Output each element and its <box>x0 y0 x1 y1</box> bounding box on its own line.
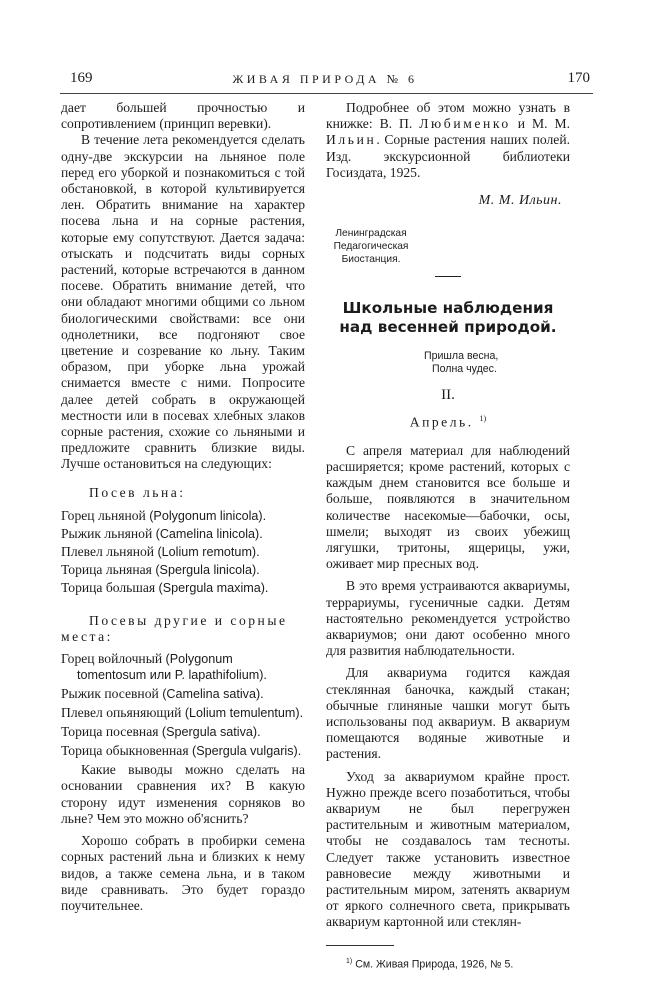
species-ru: Горец войлочный <box>61 651 163 667</box>
list-item <box>61 705 305 721</box>
paragraph: Для аквариума годится каждая стеклянная баночка, каждый стакан; обычные глиняные чашки могут быть использованы под аквариум. В аквариум помещаются водяные животные и растения. <box>326 665 570 762</box>
list-item <box>61 651 305 683</box>
species-list-other <box>61 651 305 759</box>
species-latin: (Polygonum linicola). <box>149 508 267 523</box>
species-latin: (Camelina sativa). <box>162 687 264 702</box>
species-ru: Торица посевная <box>61 724 159 740</box>
species-latin: (Spergula vulgaris). <box>192 744 302 759</box>
page-number-left: 169 <box>70 70 93 86</box>
species-ru: Торица льняная <box>61 561 152 577</box>
list-item <box>61 724 305 740</box>
list-item <box>61 543 305 561</box>
list-item <box>61 561 305 579</box>
list-title-other-crops: Посевы другие и сорные места: <box>61 612 288 645</box>
species-latin: (Camelina linicola). <box>155 526 263 541</box>
affiliation-line: Ленинградская <box>335 228 407 240</box>
article-title: Школьные наблюдения над весенней природой. <box>339 299 557 337</box>
species-ru: Горец льняной <box>61 507 146 523</box>
list-item <box>61 507 305 525</box>
species-latin: (Lolium temulentum). <box>184 706 304 721</box>
section-number: II. <box>441 386 455 403</box>
affiliation <box>326 227 416 266</box>
list-item <box>61 743 305 759</box>
species-latin: (Spergula maxima). <box>158 580 269 595</box>
footnote <box>326 954 570 973</box>
reference-text: и М. М. <box>510 116 570 132</box>
species-ru: Плевел опьяняющий <box>61 705 182 721</box>
paragraph: В течение лета рекомендуется сделать одну-две экскурсии на льняное поле перед его уборкой и познакомиться с той обстановкой, в которой культивируется лен. Обратить внимание на характер посева льна и на сорные растения, которые ему сопутствуют. Дается задача: отыскать и подсчитать виды сорных растений, которые встречаются в данном посеве. Обратить внимание детей, что они обладают многими общими со льном биологическими свойствами: все они однолетники, все подгоняют свое цветение и созревание ко льну. Таким образом, при уборке льна урожай снимается вместе с ними. Попросите далее детей собрать в окружающей местности или в посевах хлебных злаков сорные растения, схожие со льняными и предложите сравнить близкие виды. Лучше остановиться на следующих: <box>61 132 305 472</box>
footnote-mark: 1) <box>346 957 353 965</box>
species-list-flax <box>61 507 305 597</box>
reference-paragraph <box>326 100 570 181</box>
species-ru: Рыжик льняной <box>61 525 153 541</box>
list-item <box>61 579 305 597</box>
journal-title: ЖИВАЯ ПРИРОДА № 6 <box>232 72 418 86</box>
reference-author: Ильин <box>326 132 377 148</box>
list-item <box>61 525 305 543</box>
reference-text: Подробнее об этом можно узнать в книжке: В. П. <box>326 100 570 132</box>
paragraph: Уход за аквариумом крайне прост. Нужно прежде всего позаботиться, чтобы аквариум не был перегружен растительным и животным материалом, чтобы не создавалось там тесноты. Следует также установить известное равновесие между животными и растительным миром, затенять аквариум от яркого солнечного света, прикрывать аквариум картонной или стеклян- <box>326 768 570 930</box>
left-column <box>61 100 305 914</box>
reference-author: Любименко <box>419 116 511 132</box>
species-latin: (Lolium remotum). <box>157 544 260 559</box>
right-column <box>326 100 570 972</box>
footnote-rule <box>326 945 394 946</box>
reference-text: . Сорные растения наших полей. Изд. экскурсионной библиотеки Госиздата, 1925. <box>326 132 570 180</box>
paragraph: дает большей прочностью и сопротивлением (принцип веревки). <box>61 100 305 132</box>
list-item <box>61 686 305 702</box>
page-number-right: 170 <box>567 70 590 86</box>
affiliation-line: Педагогическая <box>333 241 409 253</box>
running-header <box>60 70 590 92</box>
species-ru: Рыжик посевной <box>61 686 159 702</box>
paragraph: Какие выводы можно сделать на основании сравнения их? В какую сторону идут изменения сорняков во льне? Чем это можно об'яснить? <box>61 762 305 826</box>
footnote-text: См. Живая Природа, 1926, № 5. <box>355 958 514 971</box>
species-ru: Торица большая <box>61 579 156 595</box>
month-heading <box>326 411 570 431</box>
author-signature: М. М. Ильин. <box>478 193 562 209</box>
epigraph-line: Полна чудес. <box>432 362 497 375</box>
species-ru: Торица обыкновенная <box>61 743 189 759</box>
epigraph <box>326 350 570 376</box>
species-latin: (Spergula sativa). <box>161 725 261 740</box>
footnote-ref: 1) <box>479 414 487 424</box>
paragraph: С апреля материал для наблюдений расширяется; кроме растений, которых с каждым днем становится все больше и больше, появляются в значительном количестве насекомые—бабочки, осы, шмели; выходят из своих убежищ лягушки, тритоны, ящерицы, ужи, оживает мир пресных вод. <box>326 442 570 572</box>
species-latin: (Polygonum tomentosum или P. lapathifolium). <box>77 652 267 683</box>
affiliation-line: Биостанция. <box>341 254 401 266</box>
epigraph-line: Пришла весна, <box>424 349 499 362</box>
section-divider <box>435 276 461 277</box>
header-rule <box>60 93 593 94</box>
paragraph: В это время устраиваются аквариумы, террариумы, гусеничные садки. Детям настоятельно рекомендуется устройство аквариумов; они дают особенно много для развития наблюдательности. <box>326 578 570 659</box>
list-title-flax-crops: Посев льна: <box>89 484 186 500</box>
species-ru: Плевел льняной <box>61 543 155 559</box>
species-latin: (Spergula linicola). <box>155 562 260 577</box>
paragraph: Хорошо собрать в пробирки семена сорных растений льна и близких к нему видов, а также семена льна, и в таком виде сравнивать. Это будет гораздо поучительнее. <box>61 833 305 913</box>
month-label: Апрель. <box>409 414 474 430</box>
